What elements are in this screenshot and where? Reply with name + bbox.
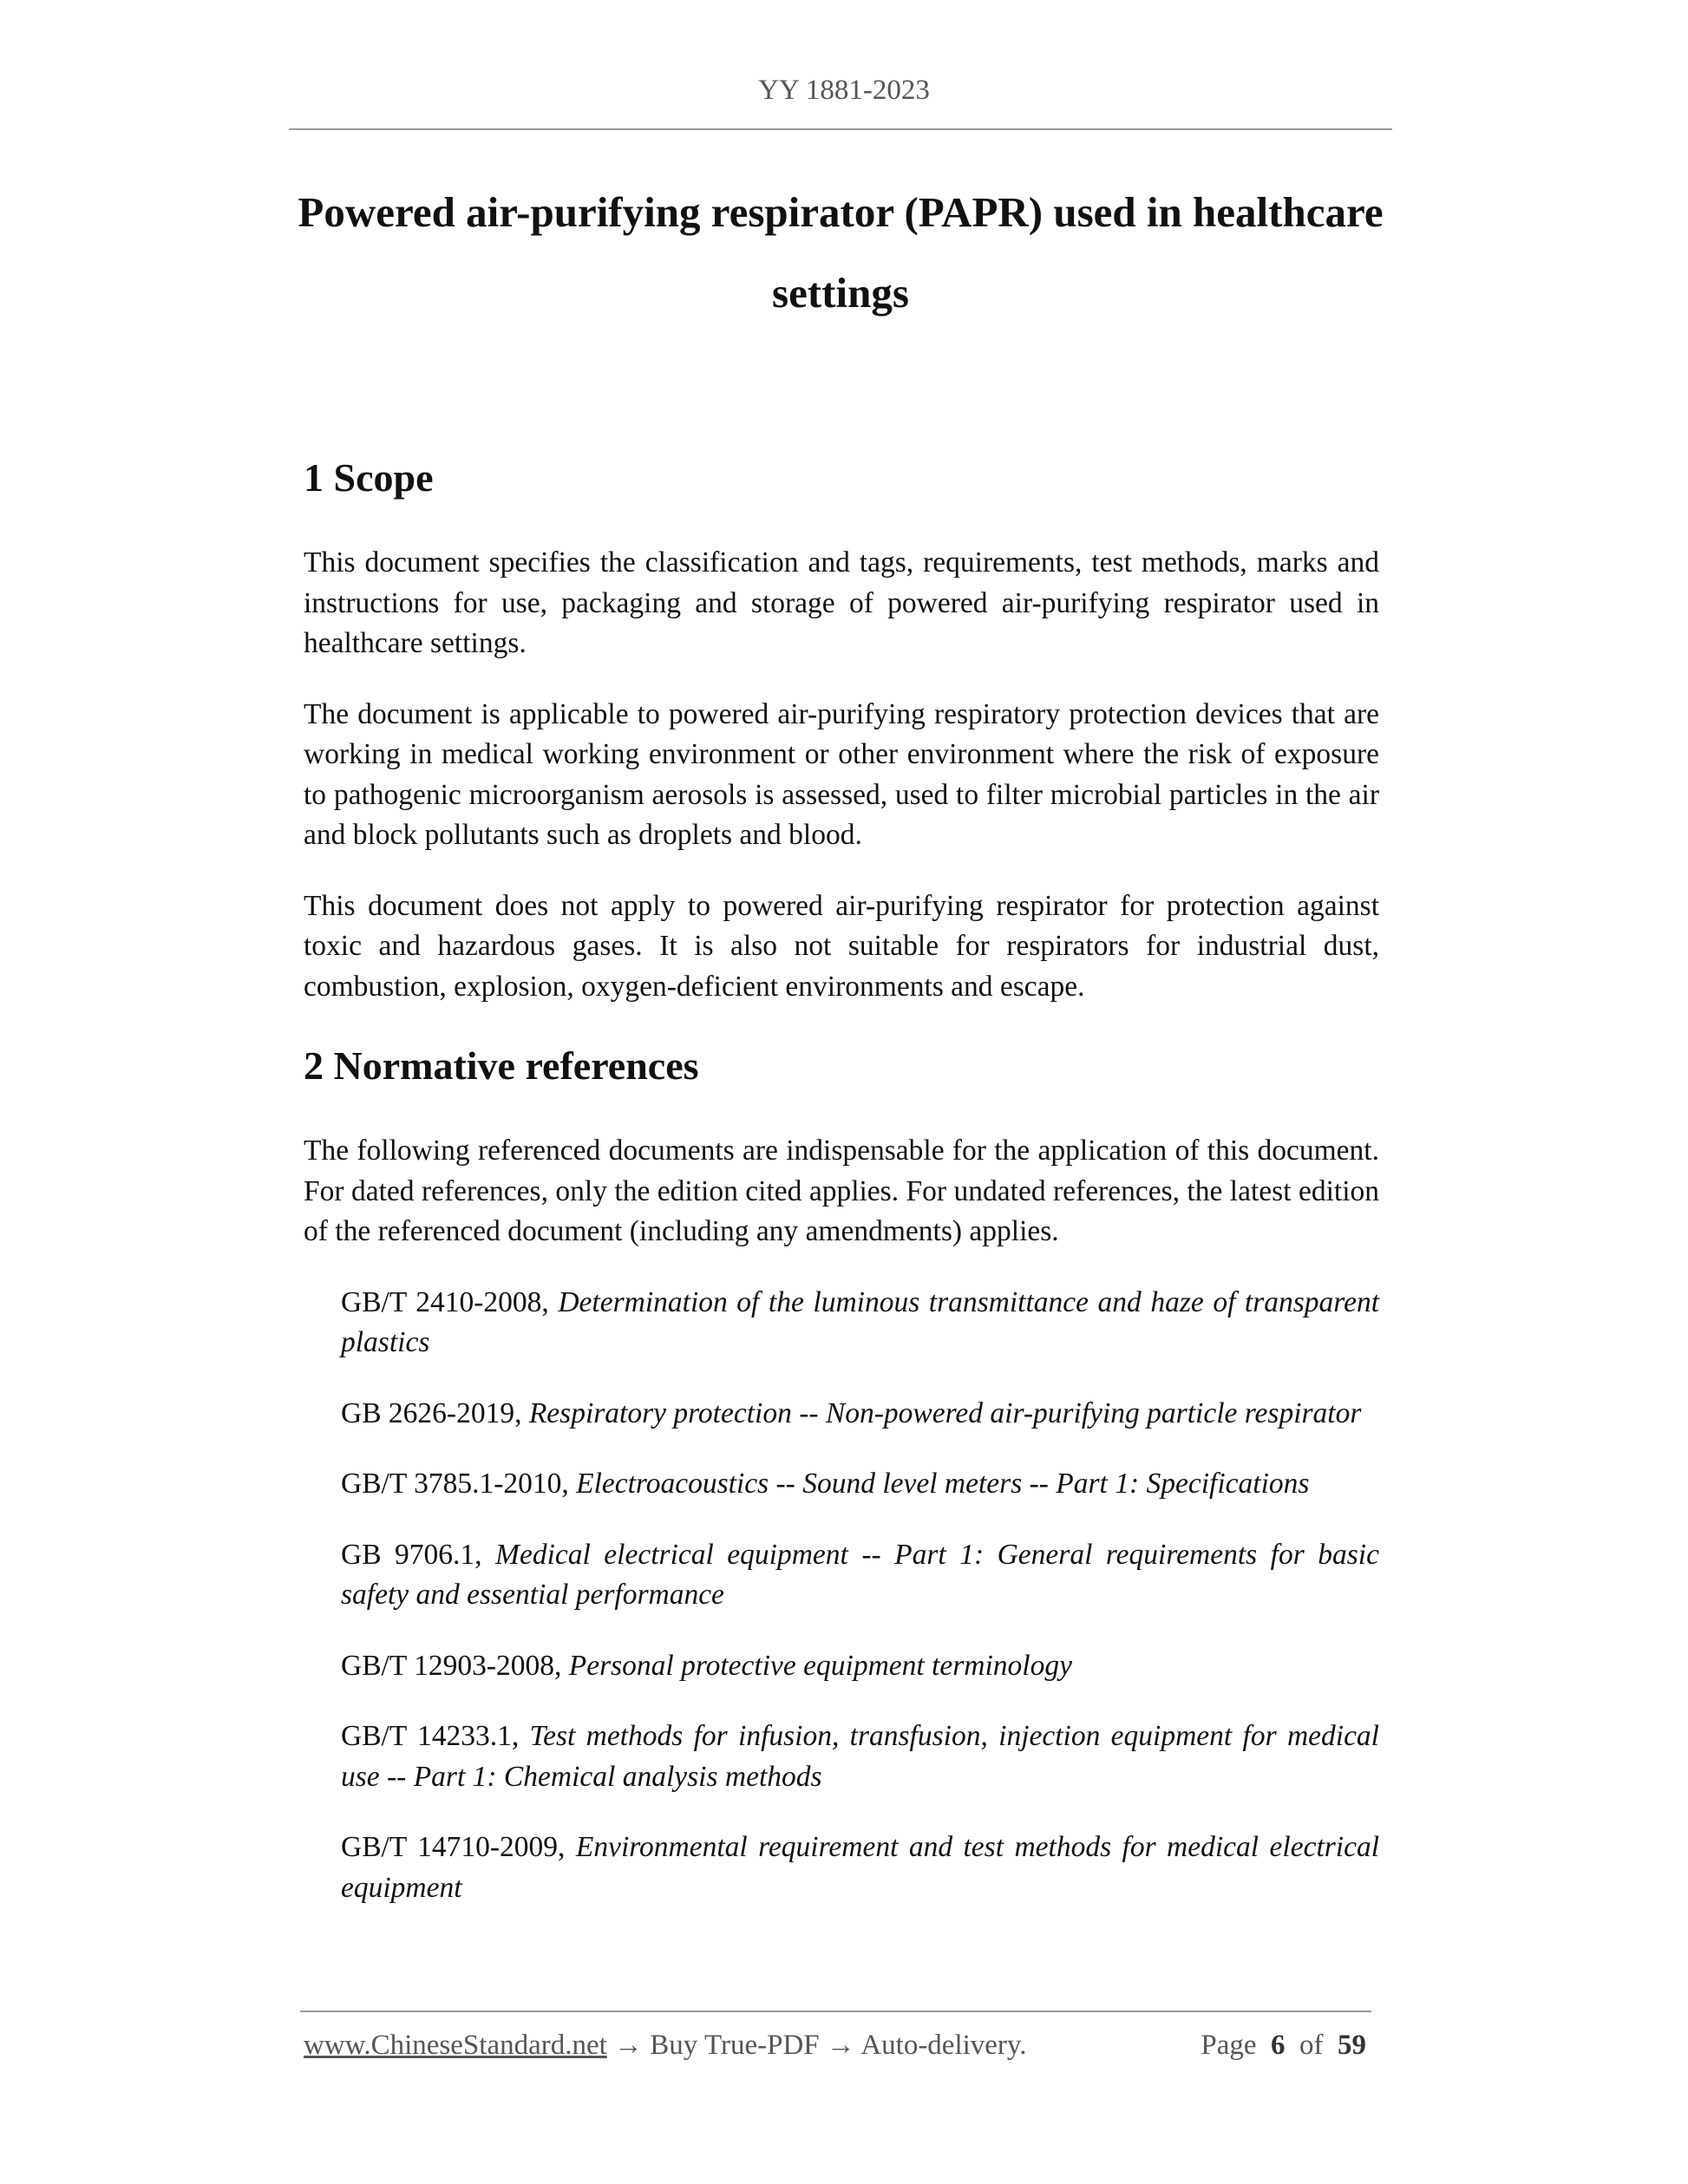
document-title: Powered air-purifying respirator (PAPR) used in healthcare settings [298, 188, 1384, 317]
reference-item [341, 1464, 1379, 1505]
section-heading-normative-references: 2 Normative references [304, 1043, 699, 1088]
reference-item [341, 1716, 1379, 1797]
reference-title: Personal protective equipment terminology [568, 1649, 1072, 1682]
reference-item [341, 1394, 1379, 1435]
arrow-right-icon: → [826, 2030, 855, 2061]
reference-code: GB/T 2410-2008, [341, 1285, 549, 1318]
reference-title: Determination of the luminous transmittance and haze of transparent plastics [341, 1285, 1380, 1358]
reference-code: GB/T 12903-2008, [341, 1649, 562, 1682]
references-intro: The following referenced documents are indispensable for the application of this document. For dated references, only the edition cited applies. For undated references, the latest edition of the referenced document (including any amendments) applies. [304, 1135, 1379, 1247]
reference-title: Respiratory protection -- Non-powered air-purifying particle respirator [528, 1396, 1362, 1429]
document-id-header: YY 1881-2023 [758, 75, 930, 106]
page-label: Page [1201, 2030, 1257, 2061]
reference-title: Electroacoustics -- Sound level meters -- Part 1: Specifications [576, 1468, 1310, 1500]
page-number: 6 [1271, 2030, 1286, 2061]
reference-list [341, 1283, 1379, 1909]
reference-title: Environmental requirement and test methods for medical electrical equipment [341, 1831, 1380, 1904]
reference-code: GB/T 3785.1-2010, [341, 1468, 569, 1500]
page-total: 59 [1338, 2030, 1366, 2061]
page-footer [304, 2030, 1369, 2062]
reference-item [341, 1646, 1379, 1687]
header-divider [289, 128, 1392, 130]
reference-item [341, 1283, 1379, 1363]
reference-title: Medical electrical equipment -- Part 1: General requirements for basic safety and essential performance [341, 1538, 1379, 1611]
reference-code: GB/T 14233.1, [341, 1720, 520, 1752]
reference-item [341, 1535, 1379, 1616]
reference-item [341, 1828, 1379, 1908]
reference-title: Test methods for infusion, transfusion, injection equipment for medical use -- Part 1: Chemical analysis methods [341, 1720, 1379, 1793]
scope-paragraph: This document does not apply to powered air-purifying respirator for protection against toxic and hazardous gases. It is also not suitable for respirators for industrial dust, combustion, explosion, oxygen-deficient environments and escape. [304, 889, 1379, 1003]
scope-paragraph: This document specifies the classification and tags, requirements, test methods, marks and instructions for use, packaging and storage of powered air-purifying respirator used in healthcare settings. [304, 546, 1379, 659]
arrow-right-icon: → [614, 2030, 644, 2061]
section-heading-scope: 1 Scope [304, 455, 434, 500]
footer-divider [300, 2011, 1371, 2012]
auto-delivery-text: Auto-delivery. [860, 2030, 1027, 2061]
scope-paragraph: The document is applicable to powered air-purifying respiratory protection devices that are working in medical working environment or other environment where the risk of exposure to pathogenic microorganism aerosols is assessed, used to filter microbial particles in the air and block pollutants such as droplets and blood. [304, 697, 1379, 851]
website-link[interactable]: www.ChineseStandard.net [304, 2030, 607, 2061]
page-indicator [1201, 2030, 1366, 2062]
buy-true-pdf-text: Buy True-PDF [650, 2030, 820, 2061]
reference-code: GB 2626-2019, [341, 1396, 522, 1429]
reference-code: GB/T 14710-2009, [341, 1831, 566, 1863]
reference-code: GB 9706.1, [341, 1538, 482, 1571]
document-body [304, 449, 1379, 1939]
of-label: of [1299, 2030, 1324, 2061]
